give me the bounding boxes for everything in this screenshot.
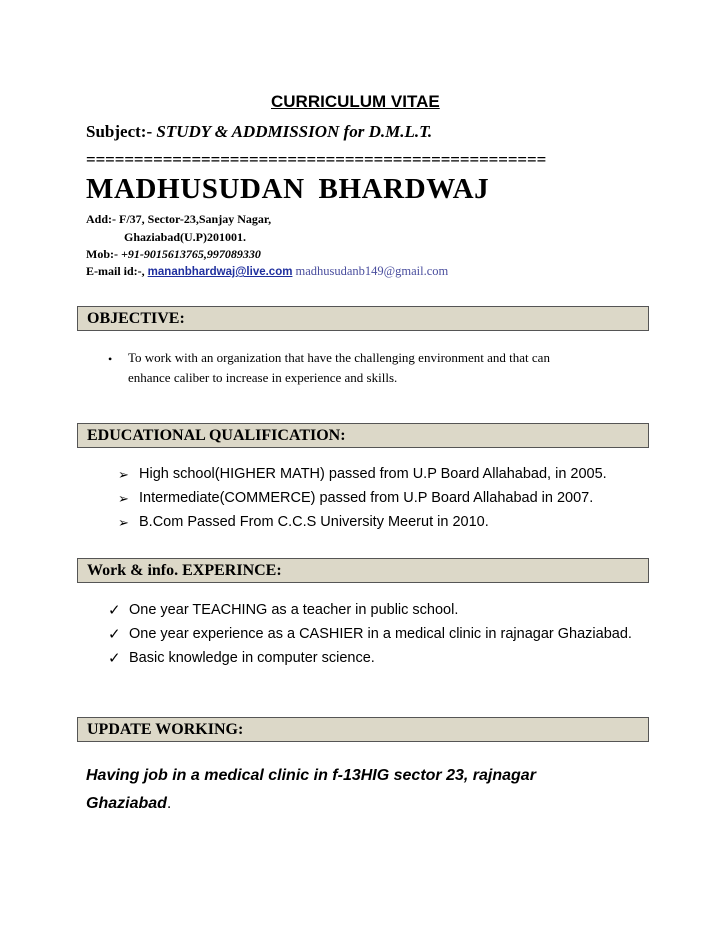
document-title: CURRICULUM VITAE [271, 92, 440, 111]
objective-text-line-2: enhance caliber to increase in experience and skills. [128, 370, 398, 385]
education-item-2: Intermediate(COMMERCE) passed from U.P Board Allahabad in 2007. [139, 490, 594, 506]
objective-text-line-1: To work with an organization that have the challenging environment and that can [128, 350, 550, 365]
experience-item-1: One year TEACHING as a teacher in public school. [129, 602, 459, 618]
arrow-bullet-icon: ➢ [118, 467, 129, 482]
bullet-icon: • [108, 352, 113, 366]
mobile-line [86, 247, 261, 262]
objective-section-header [77, 306, 649, 331]
checkmark-icon: ✓ [108, 603, 121, 619]
email-label: E-mail id:-, [86, 264, 145, 278]
address-line-2: Ghaziabad(U.P)201001. [124, 230, 247, 244]
checkmark-icon: ✓ [108, 627, 121, 643]
experience-item-2: One year experience as a CASHIER in a medical clinic in rajnagar Ghaziabad. [129, 626, 632, 642]
update-text-line-2 [86, 790, 536, 818]
objective-heading: OBJECTIVE: [87, 310, 185, 327]
update-section-header [77, 717, 649, 742]
mobile-number: +91-9015613765,997089330 [121, 247, 261, 261]
experience-heading: Work & info. EXPERINCE: [87, 562, 282, 579]
update-text-location: Ghaziabad [86, 795, 167, 812]
update-text-line-1: Having job in a medical clinic in f-13HIG sector 23, rajnagar [86, 767, 536, 784]
experience-item-3: Basic knowledge in computer science. [129, 650, 375, 666]
education-item-3: B.Com Passed From C.C.S University Meerut in 2010. [139, 514, 489, 530]
education-heading: EDUCATIONAL QUALIFICATION: [87, 427, 346, 444]
mobile-label: Mob:- [86, 247, 118, 261]
address-line-1: Add:- F/37, Sector-23,Sanjay Nagar, [86, 212, 272, 226]
education-section-header [77, 423, 649, 448]
arrow-bullet-icon: ➢ [118, 491, 129, 506]
experience-section-header [77, 558, 649, 583]
candidate-name: MADHUSUDAN BHARDWAJ [86, 173, 490, 205]
email-link-primary[interactable]: mananbhardwaj@live.com [147, 266, 293, 278]
subject-value: STUDY & ADDMISSION for D.M.L.T. [156, 122, 433, 141]
email-link-secondary[interactable]: madhusudanb149@gmail.com [295, 264, 449, 278]
update-working-text [86, 762, 536, 818]
update-text-period: . [166, 795, 172, 812]
subject-line [86, 122, 432, 142]
checkmark-icon: ✓ [108, 651, 121, 667]
divider-line: ================================================ [86, 150, 547, 169]
education-item-1: High school(HIGHER MATH) passed from U.P Board Allahabad, in 2005. [139, 466, 607, 482]
update-heading: UPDATE WORKING: [87, 721, 244, 738]
arrow-bullet-icon: ➢ [118, 515, 129, 530]
subject-label: Subject:- [86, 122, 153, 141]
email-line [86, 264, 448, 279]
